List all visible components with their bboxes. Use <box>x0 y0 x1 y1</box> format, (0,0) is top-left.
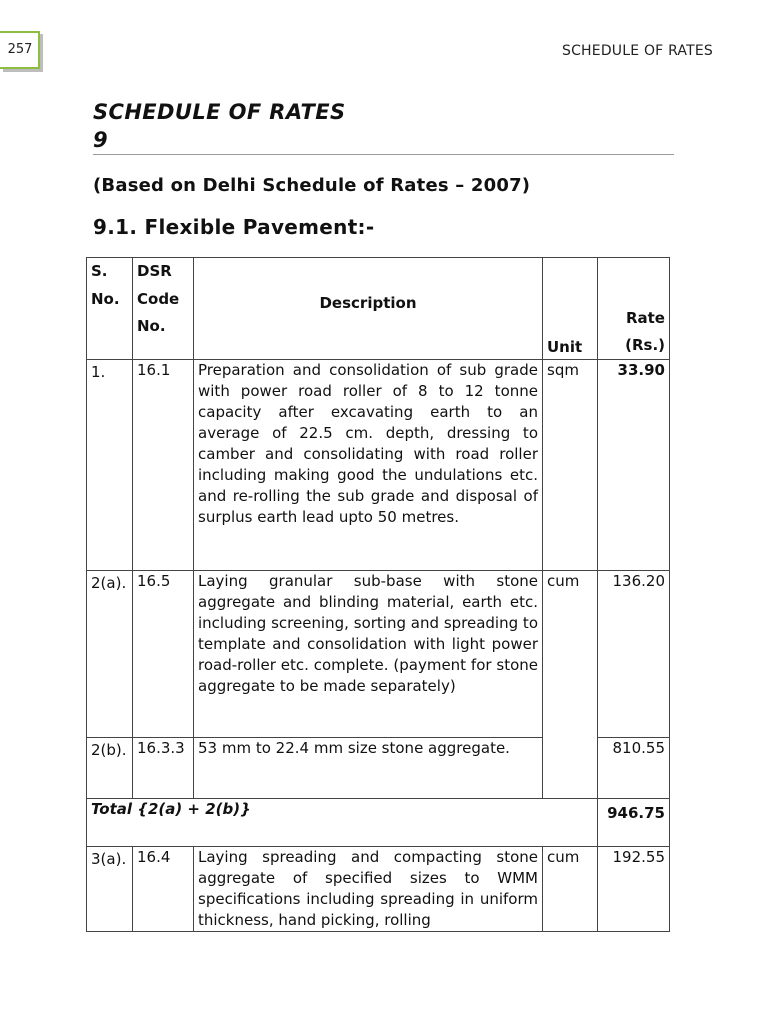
row-dsr-code: 16.4 <box>133 847 194 932</box>
row-description: Laying spreading and compacting stone aggregate of specified sizes to WMM specifications including spreading in uniform thickness, hand picking, rolling <box>194 847 543 932</box>
rates-table <box>86 257 670 932</box>
row-sno: 2(b). <box>87 738 133 799</box>
row-rate: 810.55 <box>598 738 670 799</box>
table-row <box>87 847 670 932</box>
header-rate: Rate (Rs.) <box>598 258 670 360</box>
row-dsr-code: 16.1 <box>133 360 194 571</box>
running-header: SCHEDULE OF RATES <box>561 43 713 59</box>
chapter-subtitle: (Based on Delhi Schedule of Rates – 2007) <box>93 175 531 196</box>
total-row <box>87 799 670 847</box>
section-heading: 9.1. Flexible Pavement:- <box>93 215 375 239</box>
row-sno: 2(a). <box>87 571 133 738</box>
header-description: Description <box>194 258 543 360</box>
row-unit: sqm <box>543 360 598 571</box>
total-value: 946.75 <box>598 799 670 847</box>
row-dsr-code: 16.3.3 <box>133 738 194 799</box>
row-rate: 136.20 <box>598 571 670 738</box>
row-rate: 33.90 <box>598 360 670 571</box>
title-divider <box>93 154 674 155</box>
table-header-row <box>87 258 670 360</box>
header-dsr-code: DSR Code No. <box>133 258 194 360</box>
total-label: Total {2(a) + 2(b)} <box>87 799 598 847</box>
row-description: 53 mm to 22.4 mm size stone aggregate. <box>194 738 543 799</box>
row-sno: 1. <box>87 360 133 571</box>
row-rate: 192.55 <box>598 847 670 932</box>
row-description: Laying granular sub-base with stone aggregate and blinding material, earth etc. including screening, sorting and spreading to template and consolidation with light power road-roller etc. complete. (payment for stone aggregate to be made separately) <box>194 571 543 738</box>
page-number: 257 <box>7 42 33 57</box>
header-sno: S. No. <box>87 258 133 360</box>
chapter-title-line1: SCHEDULE OF RATES <box>93 100 346 124</box>
row-description: Preparation and consolidation of sub grade with power road roller of 8 to 12 tonne capacity after excavating earth to an average of 22.5 cm. depth, dressing to camber and consolidating with road roller including making good the undulations etc. and re-rolling the sub grade and disposal of surplus earth lead upto 50 metres. <box>194 360 543 571</box>
row-dsr-code: 16.5 <box>133 571 194 738</box>
table-row <box>87 571 670 738</box>
chapter-number: 9 <box>93 128 109 152</box>
header-unit: Unit <box>543 258 598 360</box>
row-unit: cum <box>543 571 598 799</box>
table-row <box>87 360 670 571</box>
row-sno: 3(a). <box>87 847 133 932</box>
chapter-title <box>93 98 393 154</box>
row-unit: cum <box>543 847 598 932</box>
